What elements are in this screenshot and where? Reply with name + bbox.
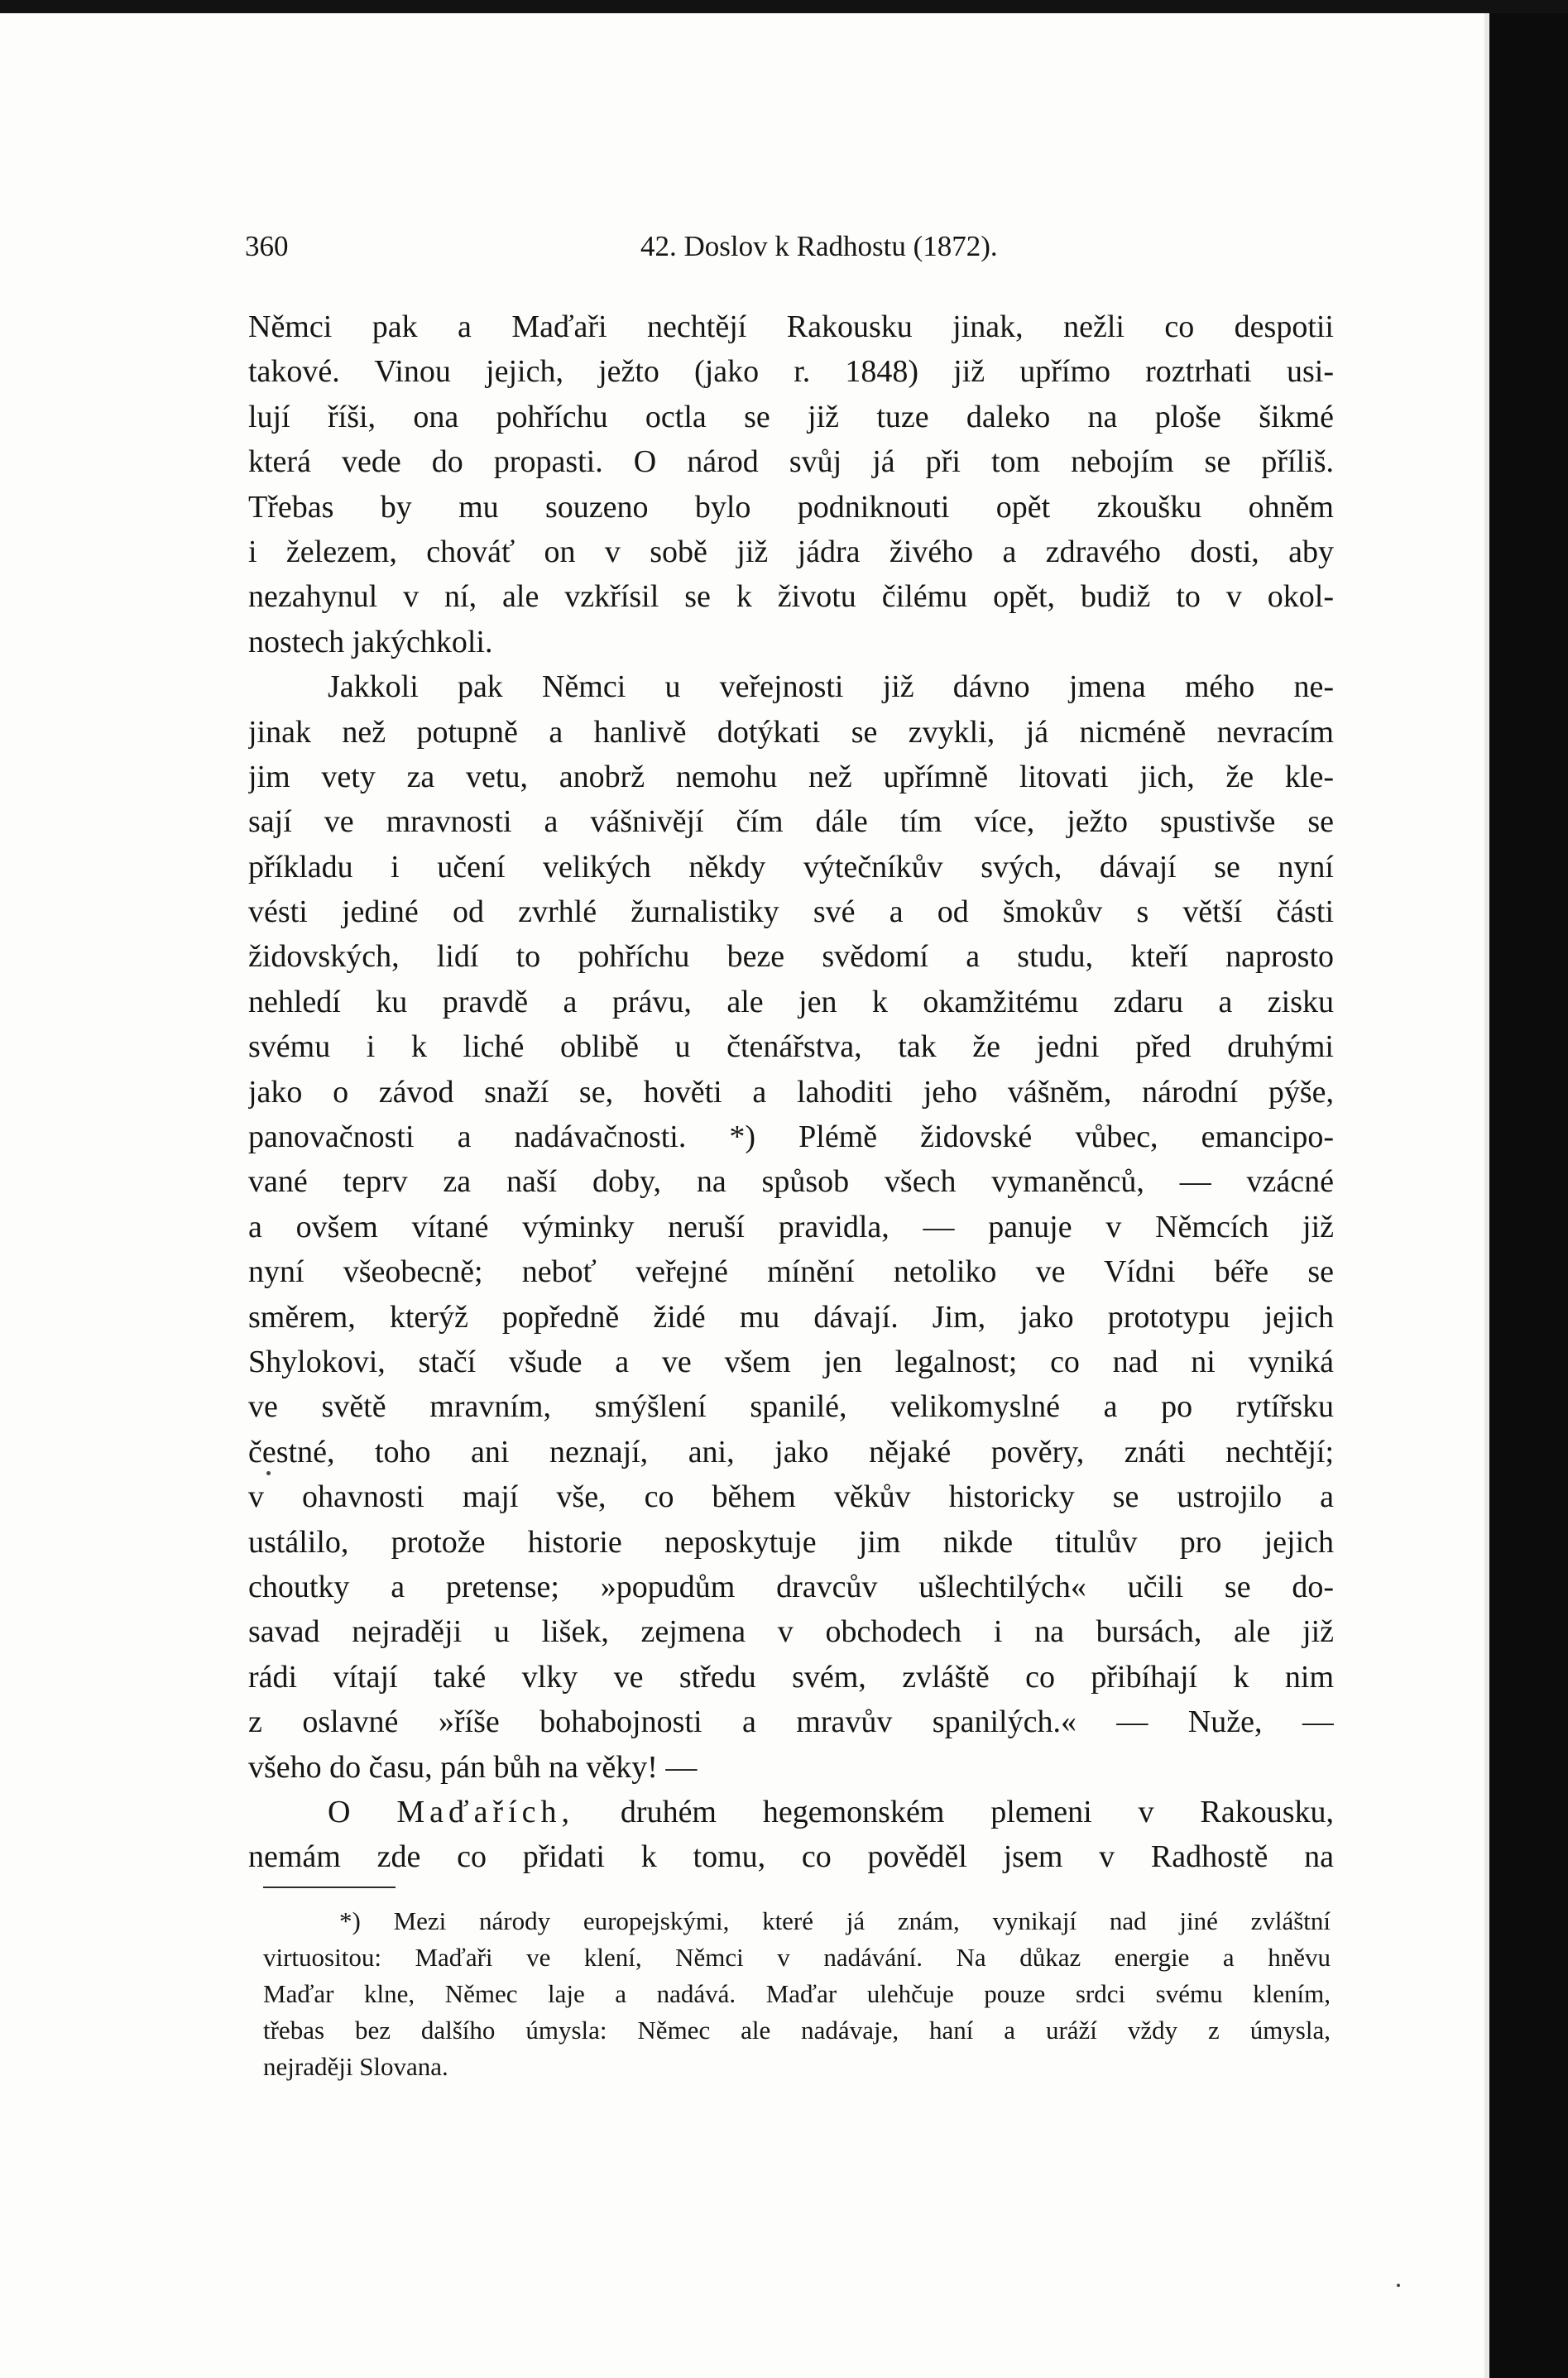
text-fragment: druhém hegemonském plemeni v Rakousku,: [574, 1794, 1334, 1829]
ink-speck: [1397, 2284, 1400, 2287]
text-line: nostech jakýchkoli.: [248, 624, 493, 659]
footnote-rule: [263, 1887, 396, 1888]
text-line: nyní všeobecně; neboť veřejné mínění netoliko ve Vídni béře se: [248, 1254, 1334, 1290]
text-line: Shylokovi, stačí všude a ve všem jen legalnost; co nad ni vyniká: [248, 1344, 1334, 1379]
text-line: jinak než potupně a hanlivě dotýkati se zvykli, já nicméně nevracím: [248, 714, 1334, 750]
text-line: židovských, lidí to pohříchu beze svědomí a studu, kteří naprosto: [248, 939, 1334, 975]
footnote-line: virtuositou: Maďaři ve klení, Němci v nadávání. Na důkaz energie a hněvu: [263, 1943, 1331, 1972]
text-fragment: O: [328, 1794, 397, 1829]
text-line: Jakkoli pak Němci u veřejnosti již dávno jmena mého ne-: [328, 669, 1334, 705]
text-line: čestné, toho ani neznají, ani, jako nějaké pověry, znáti nechtějí;: [248, 1434, 1334, 1469]
text-line: nezahynul v ní, ale vzkřísil se k životu čilému opět, budiž to v okol-: [248, 579, 1334, 615]
footnote-line: nejraději Slovana.: [263, 2052, 448, 2081]
text-line: nehledí ku pravdě a právu, ale jen k okamžitému zdaru a zisku: [248, 984, 1334, 1019]
text-line: směrem, kterýž popředně židé mu dávají. Jim, jako prototypu jejich: [248, 1299, 1334, 1335]
text-line: všeho do času, pán bůh na věky! —: [248, 1749, 698, 1785]
footnote-line: Maďar klne, Němec laje a nadává. Maďar ulehčuje pouze srdci svému klením,: [263, 1979, 1331, 2008]
text-line: vésti jediné od zvrhlé žurnalistiky své a od šmokův s větší části: [248, 894, 1334, 930]
body-text: [248, 304, 1334, 1880]
scan-border-right: [1489, 13, 1568, 2378]
text-line: choutky a pretense; »popudům dravcův ušlechtilých« učili se do-: [248, 1569, 1334, 1604]
text-line: Třebas by mu souzeno bylo podniknouti opět zkoušku ohněm: [248, 489, 1334, 525]
text-line: takové. Vinou jejich, ježto (jako r. 1848) již upřímo roztrhati usi-: [248, 354, 1334, 390]
text-line: příkladu i učení velikých někdy výtečníkův svých, dávají se nyní: [248, 849, 1334, 885]
text-line: a ovšem vítané výminky neruší pravidla, — panuje v Němcích již: [248, 1209, 1334, 1244]
footnote-line: *) Mezi národy europejskými, které já znám, vynikají nad jiné zvláštní: [339, 1906, 1331, 1935]
text-line: vané teprv za naší doby, na spůsob všech vymaněnců, — vzácné: [248, 1164, 1334, 1200]
scan-border-top: [0, 0, 1568, 13]
text-line: nemám zde co přidati k tomu, co pověděl jsem v Radhostě na: [248, 1839, 1334, 1875]
text-line: i železem, chováť on v sobě již jádra živého a zdravého dosti, aby: [248, 534, 1334, 569]
running-head: 42. Doslov k Radhostu (1872).: [640, 230, 998, 262]
page-header: [245, 230, 1337, 270]
text-line: sají ve mravnosti a vášnivějí čím dále tím více, ježto spustivše se: [248, 804, 1334, 840]
text-line: která vede do propasti. O národ svůj já při tom nebojím se příliš.: [248, 444, 1334, 480]
spaced-word: Maďařích,: [396, 1794, 575, 1829]
page-number: 360: [245, 230, 289, 262]
text-line: ustálilo, protože historie neposkytuje jim nikde titulův pro jejich: [248, 1524, 1334, 1560]
text-line: jim vety za vetu, anobrž nemohu než upřímně litovati jich, že kle-: [248, 759, 1334, 794]
footnotes: [263, 1903, 1331, 2085]
text-line: ve světě mravním, smýšlení spanilé, velikomyslné a po rytířsku: [248, 1389, 1334, 1425]
text-line: jako o závod snaží se, hověti a lahoditi jeho vášněm, národní pýše,: [248, 1074, 1334, 1110]
text-line: Němci pak a Maďaři nechtějí Rakousku jinak, nežli co despotii: [248, 309, 1334, 344]
text-line: savad nejraději u lišek, zejmena v obchodech i na bursách, ale již: [248, 1614, 1334, 1650]
footnote-line: třebas bez dalšího úmysla: Němec ale nadávaje, haní a uráží vždy z úmysla,: [263, 2016, 1331, 2045]
text-line: rádi vítají také vlky ve středu svém, zvláště co přibíhají k nim: [248, 1659, 1334, 1695]
text-line: v ohavnosti mají vše, co během věkův historicky se ustrojilo a: [248, 1479, 1334, 1515]
text-line: lují říši, ona pohříchu octla se již tuze daleko na ploše šikmé: [248, 399, 1334, 434]
text-line: panovačnosti a nadávačnosti. *) Plémě židovské vůbec, emancipo-: [248, 1119, 1334, 1155]
text-line: svému i k liché oblibě u čtenářstva, tak že jedni před druhými: [248, 1029, 1334, 1065]
text-line: [248, 1790, 1334, 1834]
text-line: z oslavné »říše bohabojnosti a mravův spanilých.« — Nuže, —: [248, 1704, 1334, 1740]
